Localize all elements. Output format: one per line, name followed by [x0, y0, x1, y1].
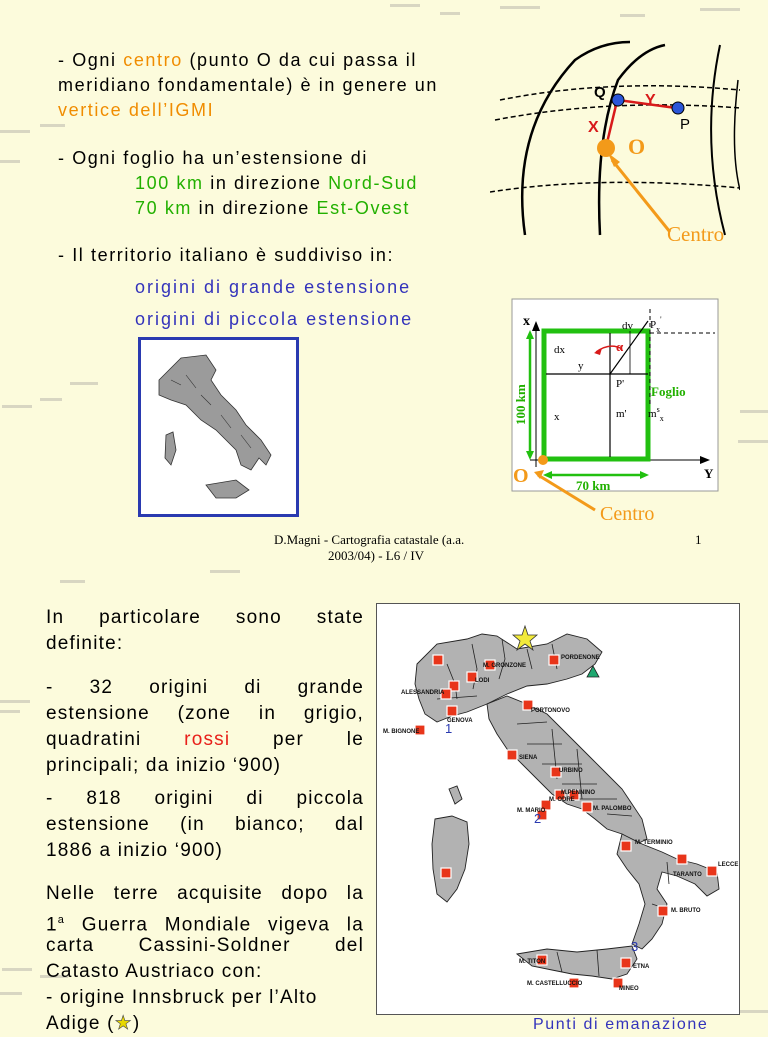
text-line: 1886 a inizio ‘900)	[46, 840, 224, 861]
text-line: - origine Innsbruck per l’Alto	[46, 987, 318, 1008]
foglio-ns-line: 100 km in direzione Nord-Sud	[135, 173, 418, 193]
svg-text:2: 2	[534, 811, 542, 826]
svg-text:O: O	[628, 134, 646, 159]
svg-text:Centro: Centro	[667, 222, 725, 246]
origin-point	[538, 455, 548, 465]
svg-text:PORTONOVO: PORTONOVO	[531, 708, 570, 714]
guerra-line: 1$^a$ Guerra Mondiale vigeva la	[46, 914, 364, 936]
star-icon: ★	[114, 1013, 133, 1034]
page-number: 1	[695, 532, 702, 547]
point-p	[672, 102, 684, 114]
centro-term: centro	[123, 50, 183, 70]
svg-text:M. TERMINIO: M. TERMINIO	[635, 840, 673, 846]
point-o	[597, 139, 615, 157]
text-line: Catasto Austriaco con:	[46, 961, 263, 982]
svg-text:O: O	[513, 465, 529, 487]
origini-grande: origini di grande estensione	[135, 277, 412, 297]
svg-text:M. CASTELLUCCIO: M. CASTELLUCCIO	[527, 981, 583, 987]
svg-text:x: x	[554, 411, 560, 423]
svg-text:y: y	[578, 360, 584, 372]
svg-text:P': P'	[616, 378, 625, 390]
svg-text:M.PENNINO: M.PENNINO	[561, 790, 596, 796]
map-caption: Punti di emanazione	[533, 1016, 709, 1033]
svg-text:PORDENONE: PORDENONE	[561, 655, 600, 661]
svg-text:70 km: 70 km	[576, 478, 611, 493]
svg-text:M. TITON: M. TITON	[519, 959, 546, 965]
svg-text:M. MARIO: M. MARIO	[517, 808, 546, 814]
quadratini-line: quadratini rossi per le	[46, 729, 364, 750]
svg-text:dx: dx	[554, 344, 565, 356]
svg-text:1: 1	[445, 721, 453, 736]
text-line: definite:	[46, 633, 124, 654]
text-line: estensione (zone in grigio,	[46, 703, 364, 724]
svg-text:Centro: Centro	[600, 503, 655, 525]
footer-credit: D.Magni - Cartografia catastale (a.a. 2003/04) - L6 / IV	[274, 532, 465, 563]
svg-text:M. GRONZONE: M. GRONZONE	[483, 663, 526, 669]
svg-text:M. BIGNONE: M. BIGNONE	[383, 729, 420, 735]
svg-text:m': m'	[616, 408, 627, 420]
svg-text:LODI: LODI	[475, 678, 490, 684]
svg-text:X: X	[588, 119, 599, 136]
svg-text:100 km: 100 km	[513, 384, 528, 425]
svg-text:msx: $m^s_x$	[648, 405, 664, 423]
svg-text:Px': $P_x'$	[650, 315, 662, 334]
point-q	[612, 94, 624, 106]
svg-text:GENOVA: GENOVA	[447, 718, 473, 724]
text-line: - 32 origini di grande	[46, 677, 364, 698]
bullet-territorio: - Il territorio italiano è suddiviso in:	[58, 245, 395, 265]
foglio-eo-line: 70 km in direzione Est-Ovest	[135, 198, 410, 218]
svg-text:M. PALOMBO: M. PALOMBO	[593, 806, 632, 812]
svg-text:Foglio: Foglio	[651, 384, 686, 399]
text-line: principali; da inizio ‘900)	[46, 755, 282, 776]
adige-line: Adige (★)	[46, 1013, 141, 1034]
text-line: - 818 origini di piccola	[46, 788, 364, 809]
svg-text:SIENA: SIENA	[519, 755, 538, 761]
svg-text:P: P	[680, 116, 691, 133]
svg-text:TARANTO: TARANTO	[673, 872, 702, 878]
text-line: In particolare sono state	[46, 607, 364, 628]
origins-map	[376, 603, 740, 1015]
svg-text:M. BRUTO: M. BRUTO	[671, 908, 701, 914]
svg-text:Y: Y	[645, 92, 656, 109]
text-line: estensione (in bianco; dal	[46, 814, 364, 835]
bullet-centro-line3: vertice dell’IGMI	[58, 100, 215, 120]
text-line: carta Cassini-Soldner del	[46, 935, 364, 956]
svg-text:ETNA: ETNA	[633, 964, 650, 970]
sheet-diagram	[510, 297, 730, 527]
origini-piccola: origini di piccola estensione	[135, 309, 414, 329]
svg-text:Y: Y	[704, 466, 714, 481]
svg-text:M. ODRE: M. ODRE	[549, 797, 575, 803]
svg-text:dv: dv	[622, 320, 633, 332]
svg-text:URBINO: URBINO	[559, 768, 583, 774]
svg-text:3: 3	[631, 939, 639, 954]
globe-diagram	[490, 40, 740, 250]
bullet-foglio: - Ogni foglio ha un’estensione di	[58, 148, 368, 168]
svg-text:Q: Q	[594, 84, 606, 101]
svg-text:x: x	[523, 314, 530, 329]
svg-text:α: α	[616, 339, 624, 354]
bullet-centro-line2: meridiano fondamentale) è in genere un	[58, 75, 439, 95]
bullet-centro: - Ogni centro (punto O da cui passa il	[58, 50, 417, 70]
italy-small-map	[138, 337, 299, 517]
svg-text:LECCE: LECCE	[718, 862, 739, 868]
text-line: Nelle terre acquisite dopo la	[46, 883, 364, 904]
svg-text:ALESSANDRIA: ALESSANDRIA	[401, 690, 445, 696]
svg-text:MINEO: MINEO	[619, 986, 639, 992]
